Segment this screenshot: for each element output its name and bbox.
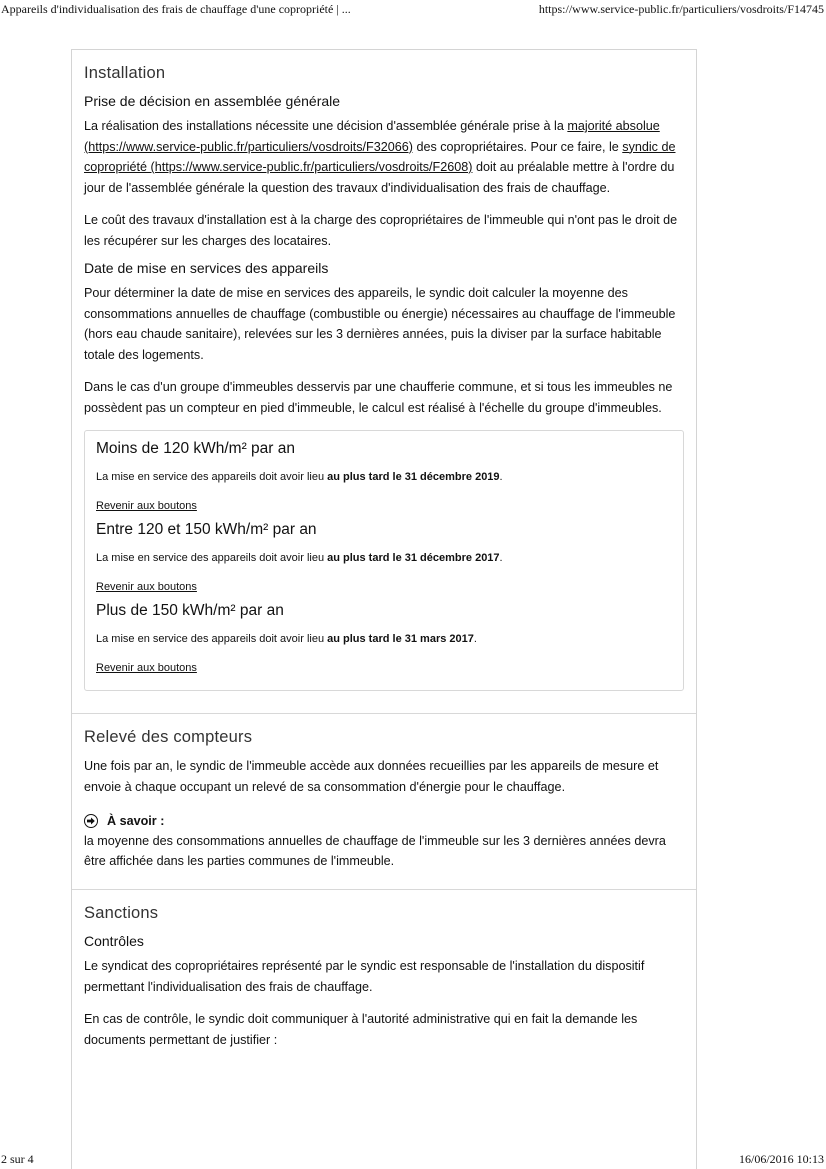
text-segment: La mise en service des appareils doit avoir lieu <box>96 633 328 645</box>
text-segment: La réalisation des installations nécessite une décision d'assemblée générale prise à la <box>84 119 568 133</box>
section-title-sanctions: Sanctions <box>84 904 159 922</box>
deadline-date: au plus tard le 31 décembre 2017 <box>327 552 500 564</box>
subheading-controles: Contrôles <box>84 933 144 949</box>
print-header <box>0 2 826 18</box>
document-content <box>71 49 697 1169</box>
tab-title-moins-120: Moins de 120 kWh/m² par an <box>96 440 296 457</box>
tab-title-120-150: Entre 120 et 150 kWh/m² par an <box>96 521 317 538</box>
print-page-title: Appareils d'individualisation des frais de chauffage d'une copropriété | ... <box>1 2 351 16</box>
arrow-glyph-icon <box>87 817 95 825</box>
text-segment: . <box>473 633 477 645</box>
deadline-date: au plus tard le 31 mars 2017 <box>327 633 474 645</box>
section-sanctions <box>72 889 696 1050</box>
paragraph-decision <box>84 116 684 198</box>
paragraph-responsabilite: Le syndicat des copropriétaires représenté par le syndic est responsable de l'installation du dispositif permettant l'individualisation des frais de chauffage. <box>84 959 645 994</box>
text-segment: La mise en service des appareils doit avoir lieu <box>96 552 328 564</box>
paragraph-controle-documents: En cas de contrôle, le syndic doit communiquer à l'autorité administrative qui en fait la demande les documents permettant de justifier : <box>84 1012 638 1047</box>
section-releve-compteurs <box>72 713 696 889</box>
paragraph-groupe-immeubles: Dans le cas d'un groupe d'immeubles desservis par une chaufferie commune, et si tous les immeubles ne possèdent pas un compteur en pied d'immeuble, le calcul est réalisé à l'échelle du groupe d'immeubles. <box>84 380 673 415</box>
link-syndic-copropriete[interactable]: syndic de copropriété (https://www.service-public.fr/particuliers/vosdroits/F2608) <box>84 139 676 174</box>
paragraph-cout-travaux: Le coût des travaux d'installation est à la charge des copropriétaires de l'immeuble qui n'ont pas le droit de les récupérer sur les charges des locataires. <box>84 213 678 248</box>
print-datetime: 16/06/2016 10:13 <box>738 1152 824 1166</box>
print-footer <box>0 1152 826 1168</box>
link-majorite-absolue[interactable]: majorité absolue (https://www.service-public.fr/particuliers/vosdroits/F32066) <box>84 119 660 154</box>
back-to-buttons-link[interactable]: Revenir aux boutons <box>96 662 197 674</box>
consumption-tabs-panel <box>84 430 684 691</box>
tab-text-120-150 <box>96 550 672 566</box>
subheading-date-mise-en-service: Date de mise en services des appareils <box>84 260 329 276</box>
text-segment: . <box>499 471 503 483</box>
tab-text-plus-150 <box>96 631 672 647</box>
a-savoir-heading <box>84 811 684 831</box>
paragraph-releve-annuel: Une fois par an, le syndic de l'immeuble accède aux données recueillies par les appareils de mesure et envoie à chaque occupant un relevé de sa consommation d'énergie pour le chauffage. <box>84 759 659 794</box>
text-segment: des copropriétaires. Pour ce faire, le <box>412 139 623 154</box>
print-page-url: https://www.service-public.fr/particuliers/vosdroits/F14745 <box>538 2 824 16</box>
subheading-prise-de-decision: Prise de décision en assemblée générale <box>84 93 341 109</box>
back-to-buttons-link[interactable]: Revenir aux boutons <box>96 581 197 593</box>
paragraph-calcul-moyenne: Pour déterminer la date de mise en services des appareils, le syndic doit calculer la moyenne des consommations annuelles de chauffage (combustible ou énergie) nécessaires au chauffage de l'immeuble (hors eau chaude sanitaire), relevées sur les 3 dernières années, puis la diviser par la surface habitable totale des logements. <box>84 286 676 362</box>
a-savoir-text: la moyenne des consommations annuelles de chauffage de l'immeuble sur les 3 dernières années devra être affichée dans les parties communes de l'immeuble. <box>84 834 666 868</box>
print-page-number: 2 sur 4 <box>1 1152 34 1166</box>
arrow-right-circle-icon <box>84 814 98 828</box>
deadline-date: au plus tard le 31 décembre 2019 <box>327 471 500 483</box>
text-segment: . <box>499 552 503 564</box>
section-title-releve: Relevé des compteurs <box>84 728 253 746</box>
a-savoir-label: À savoir : <box>107 814 165 828</box>
a-savoir-box <box>84 811 684 871</box>
tab-text-moins-120 <box>96 469 672 485</box>
back-to-buttons-link[interactable]: Revenir aux boutons <box>96 500 197 512</box>
tab-title-plus-150: Plus de 150 kWh/m² par an <box>96 602 284 619</box>
text-segment: La mise en service des appareils doit avoir lieu <box>96 471 328 483</box>
section-title-installation: Installation <box>84 64 166 82</box>
section-installation <box>72 50 696 713</box>
text-segment: doit au préalable mettre à l'ordre du jour de l'assemblée générale la question des travaux d'individualisation des frais de chauffage. <box>84 160 675 195</box>
